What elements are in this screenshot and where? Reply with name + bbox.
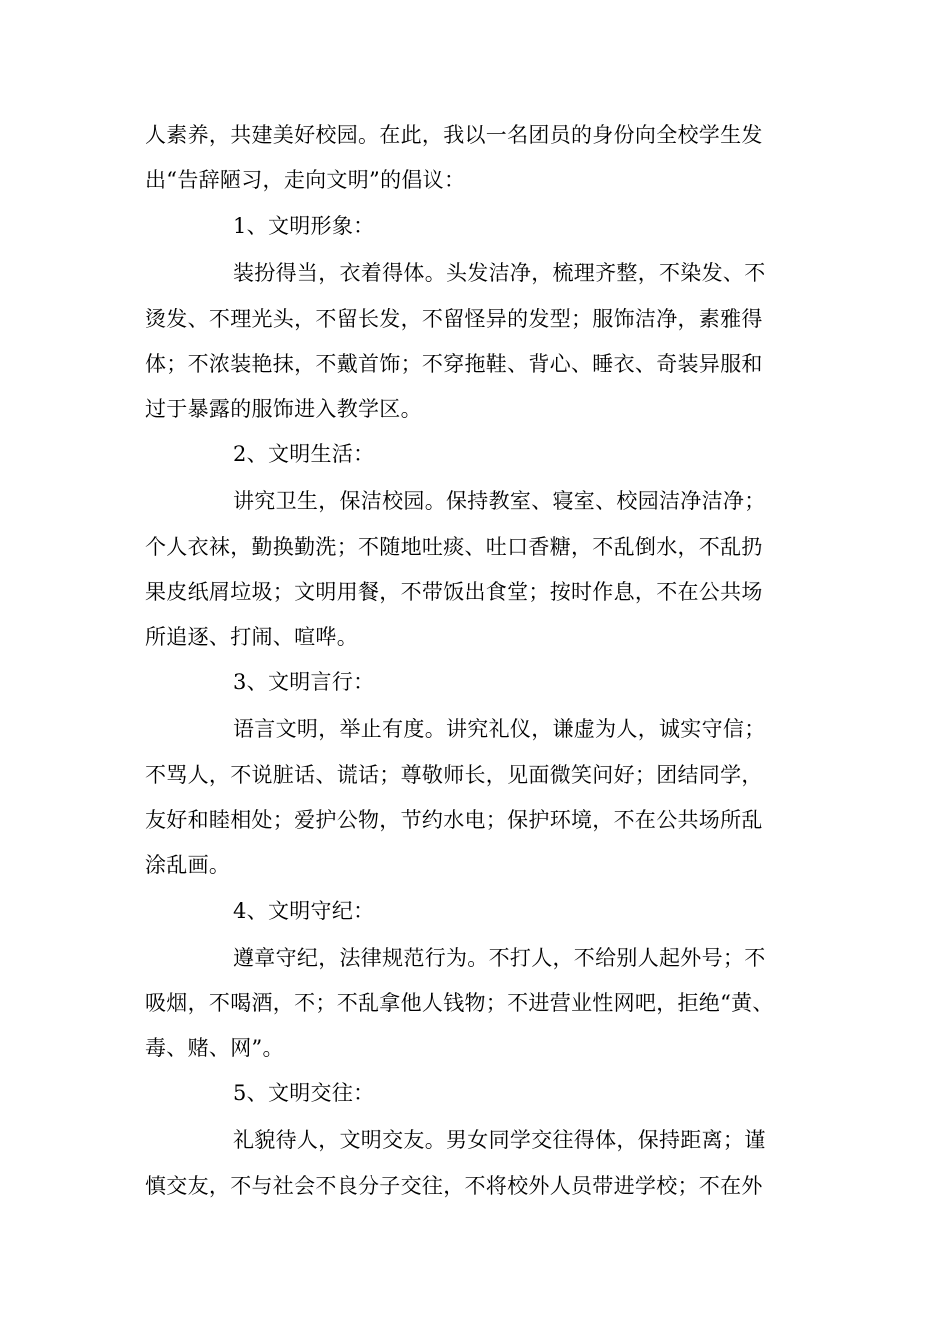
section-1-line-2: 烫发、不理光头，不留长发，不留怪异的发型；服饰洁净，素雅得	[145, 307, 763, 331]
intro-line-2: 出“告辞陋习，走向文明”的倡议：	[145, 168, 466, 192]
section-1-heading: 1、文明形象：	[233, 214, 375, 238]
section-4-line-3: 毒、赌、网”。	[145, 1036, 284, 1060]
section-3-line-2: 不骂人，不说脏话、谎话；尊敬师长，见面微笑问好；团结同学，	[145, 763, 763, 787]
section-2-line-1: 讲究卫生，保洁校园。保持教室、寝室、校园洁净洁净；	[233, 489, 766, 513]
section-1-line-1: 装扮得当，衣着得体。头发洁净，梳理齐整，不染发、不	[233, 261, 766, 285]
section-5-line-2: 慎交友，不与社会不良分子交往，不将校外人员带进学校；不在外	[145, 1174, 763, 1198]
section-5-line-1: 礼貌待人，文明交友。男女同学交往得体，保持距离；谨	[233, 1128, 766, 1152]
section-2-line-3: 果皮纸屑垃圾；文明用餐，不带饭出食堂；按时作息，不在公共场	[145, 580, 763, 604]
section-2-heading: 2、文明生活：	[233, 442, 375, 466]
section-3-heading: 3、文明言行：	[233, 670, 375, 694]
section-3-line-1: 语言文明，举止有度。讲究礼仪，谦虚为人，诚实守信；	[233, 717, 766, 741]
section-2-line-4: 所追逐、打闹、喧哗。	[145, 625, 358, 649]
section-3-line-3: 友好和睦相处；爱护公物，节约水电；保护环境，不在公共场所乱	[145, 808, 763, 832]
section-3-line-4: 涂乱画。	[145, 853, 231, 877]
section-4-heading: 4、文明守纪：	[233, 899, 375, 923]
section-4-line-1: 遵章守纪，法律规范行为。不打人，不给别人起外号；不	[233, 946, 766, 970]
section-5-heading: 5、文明交往：	[233, 1081, 375, 1105]
intro-line-1: 人素养，共建美好校园。在此，我以一名团员的身份向全校学生发	[145, 123, 763, 147]
section-4-line-2: 吸烟，不喝酒，不；不乱拿他人钱物；不进营业性网吧，拒绝“黄、	[145, 991, 774, 1015]
section-1-line-4: 过于暴露的服饰进入教学区。	[145, 397, 422, 421]
section-2-line-2: 个人衣袜，勤换勤洗；不随地吐痰、吐口香糖，不乱倒水，不乱扔	[145, 535, 763, 559]
section-1-line-3: 体；不浓装艳抹，不戴首饰；不穿拖鞋、背心、睡衣、奇装异服和	[145, 352, 763, 376]
